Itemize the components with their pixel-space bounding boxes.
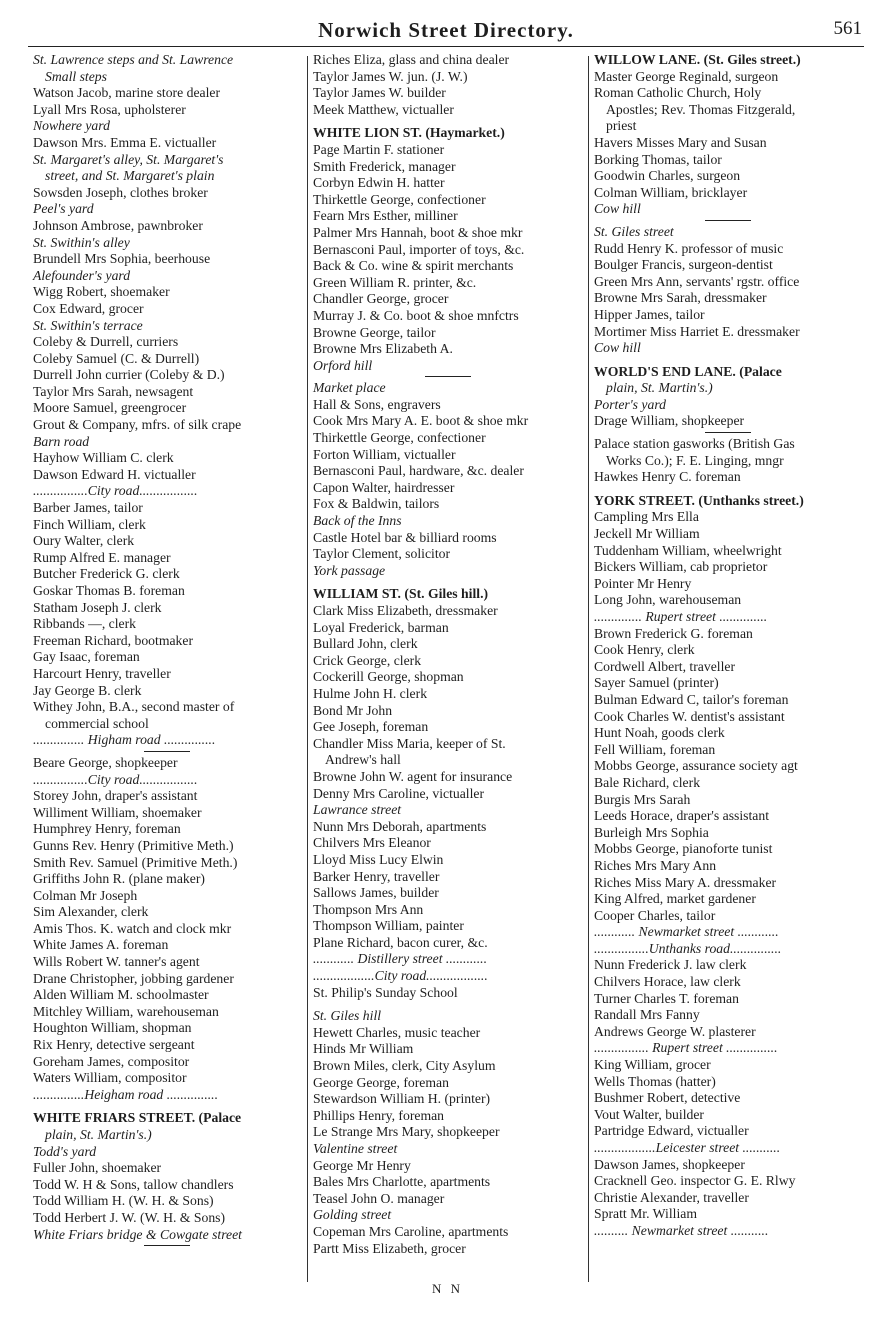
directory-entry: Page Martin F. stationer (313, 141, 445, 157)
directory-entry: Houghton William, shopman (33, 1020, 192, 1036)
directory-entry: Griffiths John R. (plane maker) (33, 871, 205, 887)
location-label: Lawrance street (313, 802, 402, 818)
directory-entry: Alden William M. schoolmaster (33, 987, 209, 1003)
directory-entry: Dawson James, shopkeeper (594, 1156, 745, 1172)
directory-entry: Phillips Henry, foreman (313, 1107, 445, 1123)
directory-entry: Clark Miss Elizabeth, dressmaker (313, 603, 498, 618)
directory-entry: Cockerill George, shopman (313, 669, 464, 685)
directory-entry: Barber James, tailor (33, 500, 143, 516)
directory-entry: Ribbands —, clerk (33, 616, 137, 632)
directory-entry: Boulger Francis, surgeon-dentist (594, 257, 773, 273)
directory-entry: Fox & Baldwin, tailors (313, 496, 440, 512)
directory-entry: Freeman Richard, bootmaker (33, 632, 194, 648)
directory-entry: Cordwell Albert, traveller (594, 658, 736, 674)
directory-entry: Bickers William, cab proprietor (594, 559, 768, 575)
directory-entry: Long John, warehouseman (594, 592, 742, 608)
directory-entry: Goreham James, compositor (33, 1053, 190, 1069)
section-rule (705, 432, 751, 433)
street-heading: WHITE FRIARS STREET. (Palace (33, 1110, 242, 1126)
directory-entry: Sallows James, builder (313, 885, 439, 901)
directory-entry: Meek Matthew, victualler (313, 101, 454, 117)
directory-entry: Chandler Miss Maria, keeper of St. (313, 735, 506, 751)
directory-entry: Leeds Horace, draper's assistant (594, 808, 770, 824)
location-label: Works Co.); F. E. Linging, mngr (606, 452, 784, 468)
directory-entry: Borking Thomas, tailor (594, 151, 722, 167)
directory-column-3 (594, 52, 862, 1240)
directory-entry: Gee Joseph, foreman (313, 719, 429, 735)
directory-entry: Fuller John, shoemaker (33, 1160, 162, 1176)
directory-entry: Hall & Sons, engravers (313, 396, 441, 412)
directory-entry: Havers Misses Mary and Susan (594, 134, 767, 150)
directory-entry: Hipper James, tailor (594, 306, 705, 322)
directory-entry: Brundell Mrs Sophia, beerhouse (33, 251, 211, 267)
section-spacer (313, 118, 583, 125)
directory-entry: Bond Mr John (313, 702, 393, 718)
section-rule (425, 376, 471, 377)
section-spacer (594, 357, 862, 364)
directory-entry: Rix Henry, detective sergeant (33, 1037, 195, 1053)
location-label: St. Giles street (594, 223, 674, 239)
directory-entry: Hayhow William C. clerk (33, 450, 174, 466)
directory-entry: Bullard John, clerk (313, 636, 418, 652)
directory-entry: Withey John, B.A., second master of (33, 699, 235, 715)
section-rule (144, 1245, 190, 1246)
directory-entry: Browne Mrs Elizabeth A. (313, 341, 453, 357)
directory-entry: Fell William, foreman (594, 741, 716, 757)
directory-entry: Thirkettle George, confectioner (313, 191, 486, 207)
directory-entry: Hinds Mr William (313, 1041, 414, 1057)
section-spacer (313, 579, 583, 586)
directory-entry: Gunns Rev. Henry (Primitive Meth.) (33, 837, 234, 853)
directory-entry: Butcher Frederick G. clerk (33, 566, 180, 582)
directory-entry: George Mr Henry (313, 1157, 411, 1173)
directory-entry: Partt Miss Elizabeth, grocer (313, 1240, 466, 1256)
location-label: Porter's yard (594, 396, 666, 412)
directory-entry: Oury Walter, clerk (33, 533, 135, 549)
directory-entry: Bale Richard, clerk (594, 774, 701, 790)
directory-entry: Palmer Mrs Hannah, boot & shoe mkr (313, 224, 523, 240)
directory-entry: White James A. foreman (33, 937, 169, 953)
directory-entry: Taylor James W. jun. (J. W.) (313, 68, 468, 84)
directory-entry: Colman William, bricklayer (594, 184, 748, 200)
directory-entry: Thompson William, painter (313, 918, 464, 934)
location-label: Nowhere yard (33, 118, 110, 134)
directory-entry: Hewett Charles, music teacher (313, 1024, 481, 1040)
directory-entry: Johnson Ambrose, pawnbroker (33, 217, 203, 233)
directory-entry: Mobbs George, assurance society agt (594, 758, 798, 774)
directory-entry: Fearn Mrs Esther, milliner (313, 208, 458, 224)
directory-entry: Amis Thos. K. watch and clock mkr (33, 920, 232, 936)
location-label: Cow hill (594, 340, 641, 356)
page-header (28, 0, 864, 47)
directory-entry: Forton William, victualler (313, 446, 456, 462)
directory-entry: Copeman Mrs Caroline, apartments (313, 1223, 509, 1239)
directory-entry: Jay George B. clerk (33, 682, 142, 698)
directory-entry: Colman Mr Joseph (33, 887, 138, 903)
location-label: Alefounder's yard (33, 267, 131, 283)
directory-entry: Mobbs George, pianoforte tunist (594, 841, 773, 857)
directory-entry: Wills Robert W. tanner's agent (33, 954, 200, 970)
directory-entry: Waters William, compositor (33, 1070, 187, 1086)
directory-entry: Hawkes Henry C. foreman (594, 469, 741, 485)
directory-entry: Moore Samuel, greengrocer (33, 400, 187, 416)
directory-entry: Goskar Thomas B. foreman (33, 583, 185, 598)
location-label: ................City road................. (33, 483, 198, 499)
location-label: Barn road (33, 433, 90, 449)
directory-entry: Corbyn Edwin H. hatter (313, 175, 445, 191)
directory-entry: Green Mrs Ann, servants' rgstr. office (594, 273, 800, 289)
directory-entry: Back & Co. wine & spirit merchants (313, 258, 514, 274)
location-label: Peel's yard (33, 201, 94, 217)
directory-entry: Chilvers Mrs Eleanor (313, 835, 431, 851)
location-label: Valentine street (313, 1141, 398, 1156)
directory-entry: King Alfred, market gardener (594, 891, 756, 907)
directory-entry: Dawson Mrs. Emma E. victualler (33, 134, 217, 150)
directory-entry: Stewardson William H. (printer) (313, 1091, 491, 1107)
directory-entry: Hunt Noah, goods clerk (594, 725, 725, 741)
directory-entry: Coleby & Durrell, curriers (33, 334, 179, 350)
directory-entry: Brown Miles, clerk, City Asylum (313, 1058, 496, 1074)
directory-entry: Bernasconi Paul, importer of toys, &c. (313, 241, 525, 257)
directory-entry: Coleby Samuel (C. & Durrell) (33, 350, 200, 366)
section-spacer (313, 1001, 583, 1008)
location-label: ............... Higham road ............... (33, 732, 216, 748)
location-label: commercial school (45, 715, 149, 731)
directory-entry: Drane Christopher, jobbing gardener (33, 970, 234, 986)
directory-entry: Durrell John currier (Coleby & D.) (33, 367, 225, 383)
directory-entry: Randall Mrs Fanny (594, 1007, 700, 1023)
directory-entry: Turner Charles T. foreman (594, 990, 739, 1006)
directory-entry: Chandler George, grocer (313, 291, 449, 307)
directory-entry: Riches Eliza, glass and china dealer (313, 52, 510, 67)
location-label: priest (606, 118, 637, 134)
directory-entry: Gay Isaac, foreman (33, 649, 140, 665)
page-number: 561 (833, 18, 862, 39)
directory-entry: Harcourt Henry, traveller (33, 665, 171, 681)
directory-entry: Andrews George W. plasterer (594, 1023, 756, 1039)
directory-entry: King William, grocer (594, 1057, 711, 1073)
directory-entry: Green William R. printer, &c. (313, 274, 477, 290)
location-label: White Friars bridge & Cowgate street (33, 1226, 242, 1242)
directory-entry: Bernasconi Paul, hardware, &c. dealer (313, 463, 524, 479)
directory-entry: Campling Mrs Ella (594, 509, 699, 525)
directory-entry: Denny Mrs Caroline, victualler (313, 785, 485, 801)
directory-entry: Watson Jacob, marine store dealer (33, 85, 221, 101)
directory-entry: Jeckell Mr William (594, 526, 700, 542)
location-label: St. Swithin's terrace (33, 317, 143, 333)
directory-entry: Cox Edward, grocer (33, 300, 144, 316)
location-label: street, and St. Margaret's plain (45, 168, 215, 184)
directory-entry: Mitchley William, warehouseman (33, 1003, 219, 1019)
street-heading: WILLIAM ST. (St. Giles hill.) (313, 586, 489, 602)
location-label: Back of the Inns (313, 513, 402, 529)
directory-entry: Storey John, draper's assistant (33, 788, 198, 804)
location-label: Market place (313, 380, 386, 396)
directory-entry: Burleigh Mrs Sophia (594, 824, 709, 840)
directory-entry: Nunn Mrs Deborah, apartments (313, 818, 487, 834)
directory-entry: Sim Alexander, clerk (33, 904, 149, 920)
directory-entry: Cook Henry, clerk (594, 642, 695, 658)
directory-entry: Chilvers Horace, law clerk (594, 974, 741, 990)
directory-entry: Browne George, tailor (313, 324, 436, 340)
directory-entry: Partridge Edward, victualler (594, 1123, 749, 1139)
directory-entry: Mortimer Miss Harriet E. dressmaker (594, 323, 800, 339)
location-label: plain, St. Martin's.) (606, 380, 713, 396)
directory-entry: Teasel John O. manager (313, 1190, 445, 1206)
section-rule (705, 220, 751, 221)
location-label: York passage (313, 562, 386, 578)
directory-entry: Taylor Mrs Sarah, newsagent (33, 383, 194, 399)
location-label: plain, St. Martin's.) (45, 1127, 152, 1142)
directory-entry: Rudd Henry K. professor of music (594, 240, 784, 256)
directory-entry: Smith Rev. Samuel (Primitive Meth.) (33, 854, 238, 870)
directory-entry: Sowsden Joseph, clothes broker (33, 184, 208, 200)
directory-column-2 (313, 52, 583, 1257)
location-label: .............. Rupert street .............. (594, 609, 768, 624)
directory-entry: Castle Hotel bar & billiard rooms (313, 529, 497, 545)
location-label: ............ Newmarket street ............ (594, 924, 779, 940)
location-label: St. Giles hill (313, 1008, 382, 1024)
directory-entry: Vout Walter, builder (594, 1106, 704, 1122)
page-title: Norwich Street Directory. (318, 18, 574, 42)
directory-entry: Williment William, shoemaker (33, 804, 202, 820)
directory-entry: Brown Frederick G. foreman (594, 625, 753, 641)
directory-entry: Roman Catholic Church, Holy (594, 85, 762, 101)
directory-entry: Goodwin Charles, surgeon (594, 168, 741, 184)
directory-entry: Cracknell Geo. inspector G. E. Rlwy (594, 1173, 796, 1189)
location-label: Andrew's hall (325, 752, 401, 768)
directory-entry: Bulman Edward C, tailor's foreman (594, 691, 789, 707)
directory-entry: Plane Richard, bacon curer, &c. (313, 934, 488, 950)
directory-entry: Cook Charles W. dentist's assistant (594, 708, 785, 724)
street-heading: WILLOW LANE. (St. Giles street.) (594, 52, 801, 67)
location-label: St. Margaret's alley, St. Margaret's (33, 151, 224, 167)
location-label: Cow hill (594, 201, 641, 217)
directory-entry: Smith Frederick, manager (313, 158, 456, 174)
street-heading: WORLD'S END LANE. (Palace (594, 363, 782, 379)
directory-entry: George George, foreman (313, 1074, 449, 1090)
location-label: ..................Leicester street ........... (594, 1140, 781, 1155)
directory-entry: Finch William, clerk (33, 516, 146, 532)
directory-entry: Browne Mrs Sarah, dressmaker (594, 290, 767, 306)
directory-entry: Beare George, shopkeeper (33, 754, 178, 770)
column-divider (307, 56, 308, 1282)
location-label: Apostles; Rev. Thomas Fitzgerald, (606, 101, 796, 117)
directory-entry: Todd William H. (W. H. & Sons) (33, 1193, 214, 1209)
directory-entry: Bushmer Robert, detective (594, 1090, 741, 1106)
location-label: ................Unthanks road............... (594, 940, 782, 956)
street-heading: WHITE LION ST. (Haymarket.) (313, 125, 505, 141)
directory-entry: Dawson Edward H. victualler (33, 466, 196, 482)
location-label: Todd's yard (33, 1143, 97, 1159)
directory-entry: Todd Herbert J. W. (W. H. & Sons) (33, 1209, 226, 1225)
directory-entry: Thirkettle George, confectioner (313, 430, 486, 446)
directory-entry: Tuddenham William, wheelwright (594, 542, 782, 558)
column-divider (588, 56, 589, 1282)
directory-entry: Barker Henry, traveller (313, 868, 440, 884)
directory-entry: Le Strange Mrs Mary, shopkeeper (313, 1124, 500, 1140)
location-label: Golding street (313, 1207, 392, 1223)
location-label: St. Swithin's alley (33, 234, 130, 250)
directory-entry: Riches Miss Mary A. dressmaker (594, 874, 777, 890)
location-label: .......... Newmarket street ........... (594, 1222, 769, 1238)
location-label: Orford hill (313, 357, 373, 373)
directory-entry: Capon Walter, hairdresser (313, 479, 455, 495)
section-spacer (594, 486, 862, 493)
page-footer-signature: N N (431, 1281, 464, 1296)
directory-column-1 (33, 52, 301, 1249)
directory-entry: Cook Mrs Mary A. E. boot & shoe mkr (313, 413, 529, 429)
directory-entry: Loyal Frederick, barman (313, 619, 449, 635)
location-label: ................City road................. (33, 771, 198, 787)
location-label: St. Lawrence steps and St. Lawrence (33, 52, 234, 67)
directory-entry: Christie Alexander, traveller (594, 1189, 749, 1205)
directory-entry: Murray J. & Co. boot & shoe mnfctrs (313, 307, 519, 323)
directory-entry: Wigg Robert, shoemaker (33, 284, 170, 300)
directory-entry: Palace station gasworks (British Gas (594, 436, 795, 452)
directory-entry: Sayer Samuel (printer) (594, 675, 719, 691)
directory-entry: Thompson Mrs Ann (313, 901, 424, 917)
directory-entry: Hulme John H. clerk (313, 685, 428, 701)
directory-entry: Statham Joseph J. clerk (33, 599, 162, 615)
location-label: Small steps (45, 68, 107, 84)
location-label: ............ Distillery street ............ (313, 951, 487, 967)
section-spacer (33, 1103, 301, 1110)
directory-entry: Lloyd Miss Lucy Elwin (313, 851, 444, 867)
directory-entry: Wells Thomas (hatter) (594, 1073, 716, 1089)
directory-entry: Rump Alfred E. manager (33, 549, 171, 565)
directory-entry: Spratt Mr. William (594, 1206, 697, 1222)
directory-entry: Grout & Company, mfrs. of silk crape (33, 417, 242, 433)
directory-entry: Burgis Mrs Sarah (594, 791, 691, 807)
directory-entry: Browne John W. agent for insurance (313, 768, 513, 784)
directory-entry: Bales Mrs Charlotte, apartments (313, 1174, 491, 1190)
directory-entry: Todd W. H & Sons, tallow chandlers (33, 1176, 234, 1192)
directory-entry: Taylor James W. builder (313, 85, 446, 101)
directory-entry: Humphrey Henry, foreman (33, 821, 181, 837)
directory-entry: Cooper Charles, tailor (594, 907, 716, 923)
directory-entry: Riches Mrs Mary Ann (594, 857, 717, 873)
street-heading: YORK STREET. (Unthanks street.) (594, 492, 804, 508)
directory-entry: Pointer Mr Henry (594, 575, 692, 591)
directory-entry: Nunn Frederick J. law clerk (594, 957, 747, 973)
directory-entry: Master George Reginald, surgeon (594, 68, 779, 84)
section-rule (144, 751, 190, 752)
directory-entry: Lyall Mrs Rosa, upholsterer (33, 101, 186, 117)
location-label: ..................City road.................. (313, 968, 488, 984)
directory-entry: Crick George, clerk (313, 652, 422, 668)
location-label: ...............Heigham road ............... (33, 1086, 219, 1102)
location-label: ................ Rupert street ............... (594, 1040, 778, 1056)
directory-entry: Drage William, shopkeeper (594, 413, 745, 429)
directory-entry: Taylor Clement, solicitor (313, 546, 451, 562)
directory-entry: St. Philip's Sunday School (313, 984, 458, 1000)
